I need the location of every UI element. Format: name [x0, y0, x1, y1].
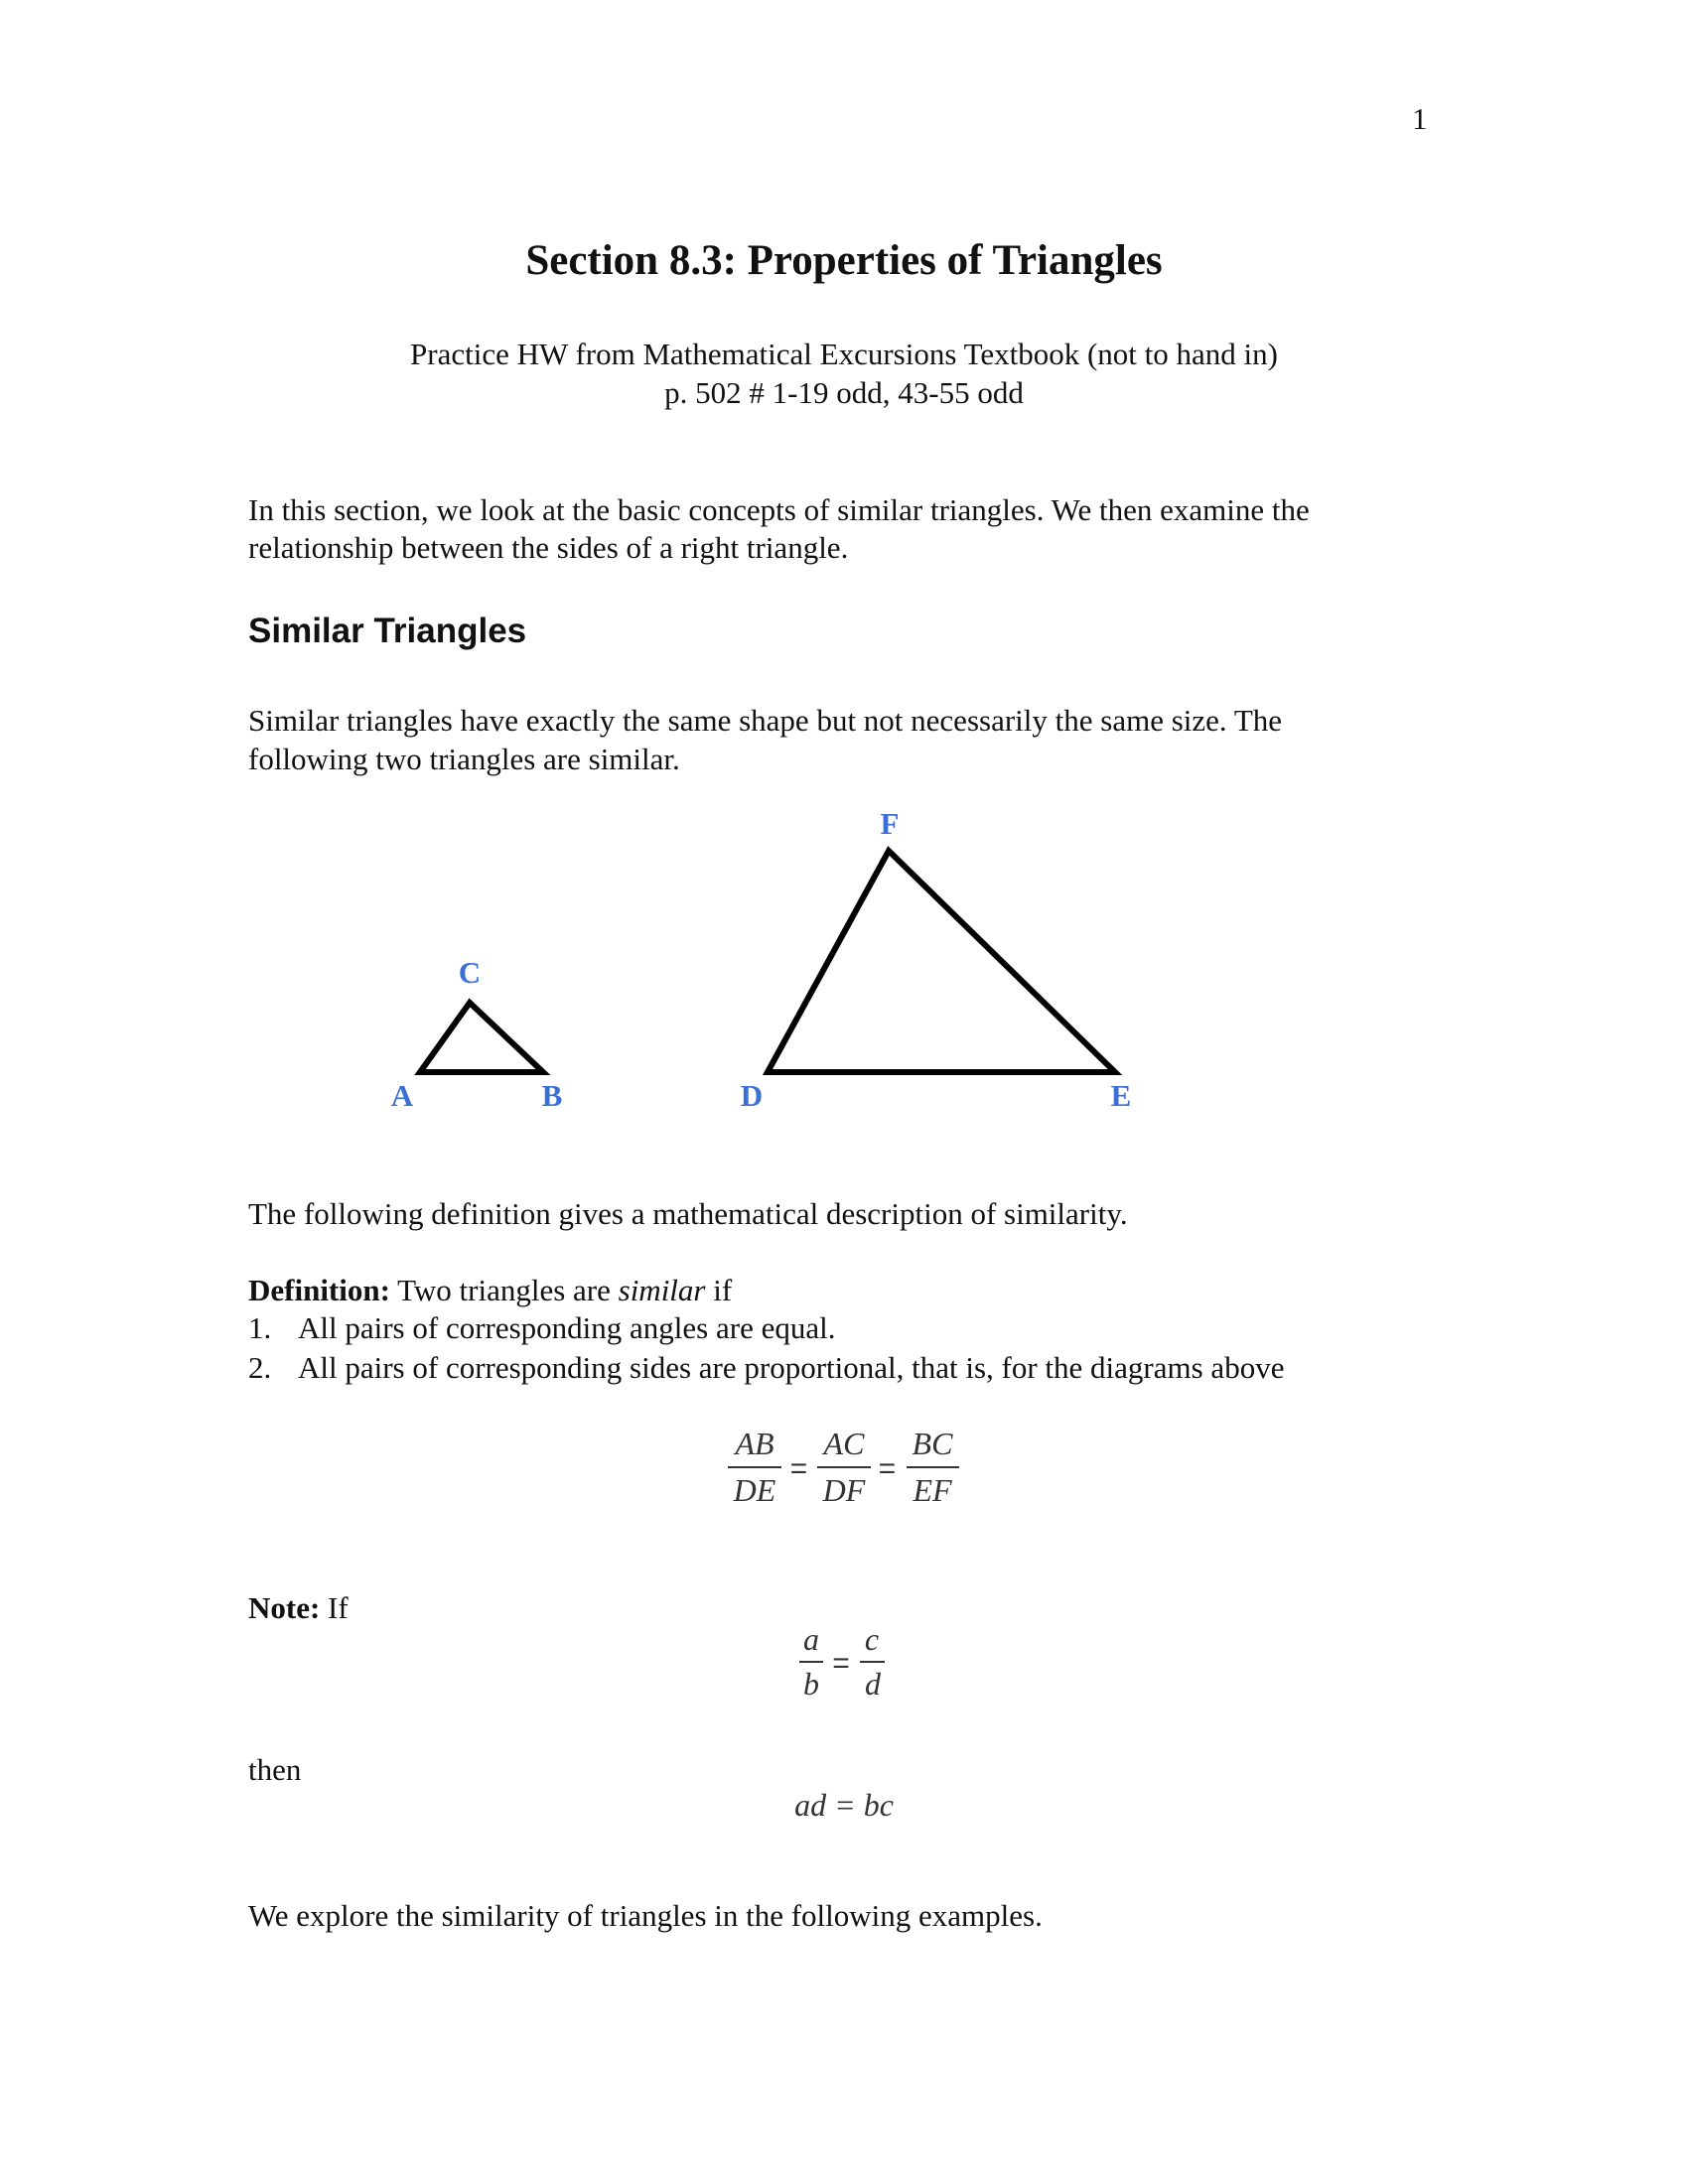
equals-sign: = [878, 1452, 896, 1485]
note-label: Note: [248, 1590, 321, 1625]
definition-item-2 [248, 1348, 1284, 1388]
fraction-denominator: EF [913, 1472, 952, 1508]
then-label: then [248, 1752, 302, 1787]
fraction-numerator: AC [823, 1426, 865, 1461]
section-heading: Similar Triangles [248, 612, 527, 650]
definition-line [248, 1271, 732, 1310]
vertex-label-a: A [390, 1078, 414, 1113]
fraction-numerator: a [803, 1621, 819, 1657]
item-text: All pairs of corresponding sides are proportional, that is, for the diagrams above [298, 1350, 1285, 1385]
equals-sign: = [789, 1452, 807, 1485]
item-number: 1. [248, 1310, 272, 1345]
definition-text-after: if [705, 1273, 733, 1307]
page-title: Section 8.3: Properties of Triangles [525, 237, 1163, 284]
note-text: If [320, 1590, 349, 1625]
definition-intro: The following definition gives a mathematical description of similarity. [248, 1196, 1128, 1231]
triangle-abc [420, 1003, 543, 1072]
equals-sign: = [832, 1647, 850, 1680]
intro-line-1: In this section, we look at the basic concepts of similar triangles. We then examine the [248, 492, 1310, 527]
fraction-numerator: c [864, 1621, 880, 1657]
similar-text-line-2: following two triangles are similar. [248, 742, 680, 776]
vertex-label-c: C [458, 955, 482, 990]
similar-text-line-1: Similar triangles have exactly the same shape but not necessarily the same size. The [248, 703, 1283, 738]
homework-line-1: Practice HW from Mathematical Excursions Textbook (not to hand in) [410, 337, 1278, 371]
fraction-denominator: DF [822, 1472, 866, 1508]
vertex-label-e: E [1110, 1078, 1132, 1113]
closing-line: We explore the similarity of triangles in the following examples. [248, 1898, 1043, 1933]
vertex-label-f: F [880, 806, 900, 841]
note-line [248, 1588, 349, 1628]
page-number: 1 [1412, 101, 1428, 136]
fraction-denominator: DE [733, 1472, 776, 1508]
vertex-label-d: D [740, 1078, 764, 1113]
definition-label: Definition: [248, 1273, 390, 1307]
fraction-numerator: BC [912, 1426, 953, 1461]
vertex-label-b: B [541, 1078, 563, 1113]
item-number: 2. [248, 1350, 272, 1385]
definition-text-before: Two triangles are [389, 1273, 619, 1307]
intro-line-2: relationship between the sides of a right triangle. [248, 530, 849, 565]
triangle-def [768, 851, 1115, 1072]
definition-emphasis: similar [618, 1273, 706, 1307]
item-text: All pairs of corresponding angles are equal. [298, 1310, 836, 1345]
homework-line-2: p. 502 # 1-19 odd, 43-55 odd [664, 375, 1024, 410]
definition-item-1 [248, 1308, 835, 1348]
product-equation: ad = bc [794, 1787, 894, 1823]
fraction-denominator: d [865, 1666, 881, 1702]
fraction-denominator: b [803, 1666, 819, 1702]
fraction-numerator: AB [735, 1426, 774, 1461]
